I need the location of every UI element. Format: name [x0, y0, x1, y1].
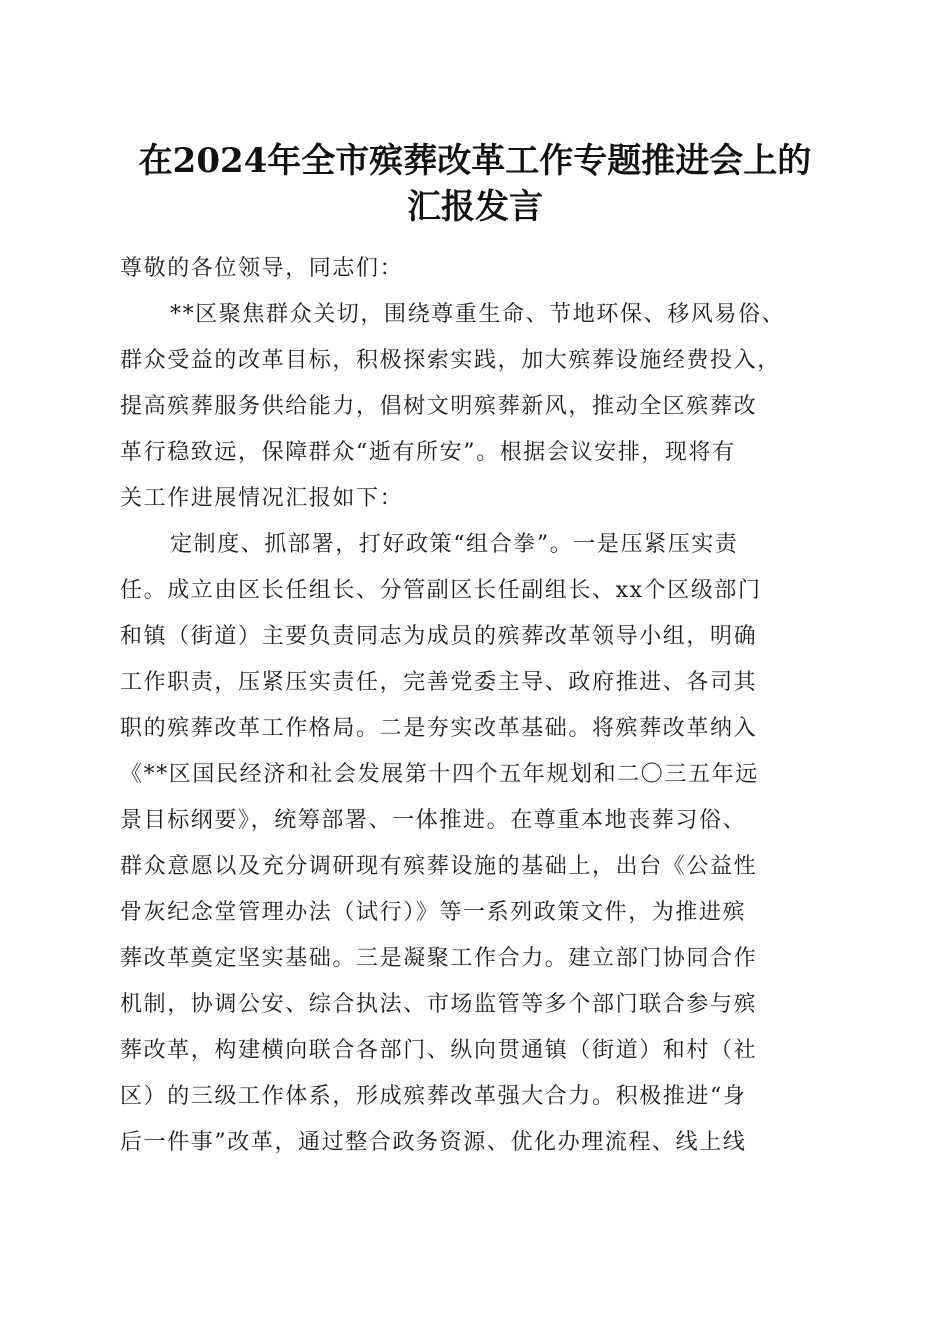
paragraph-2-line: 区）的三级工作体系，形成殡葬改革强大合力。积极推进“身	[120, 1084, 747, 1109]
document-title-line-2: 汇报发言	[407, 187, 543, 227]
paragraph-2-line: 葬改革，构建横向联合各部门、纵向贯通镇（街道）和村（社	[120, 1038, 758, 1063]
paragraph-2-line: 景目标纲要》，统筹部署、一体推进。在尊重本地丧葬习俗、	[120, 808, 747, 833]
paragraph-1-line: **区聚焦群众关切，围绕尊重生命、节地环保、移风易俗、	[170, 302, 786, 327]
paragraph-2-line: 工作职责，压紧压实责任，完善党委主导、政府推进、各司其	[120, 670, 758, 695]
paragraph-1-line: 提高殡葬服务供给能力，倡树文明殡葬新风，推动全区殡葬改	[120, 394, 758, 419]
paragraph-2-line: 和镇（街道）主要负责同志为成员的殡葬改革领导小组，明确	[120, 624, 758, 649]
paragraph-2-line: 《**区国民经济和社会发展第十四个五年规划和二〇三五年远	[120, 762, 759, 787]
paragraph-2-line: 机制，协调公安、综合执法、市场监管等多个部门联合参与殡	[120, 992, 758, 1017]
salutation: 尊敬的各位领导，同志们：	[120, 256, 404, 281]
paragraph-1-line: 革行稳致远，保障群众“逝有所安”。根据会议安排，现将有	[120, 440, 736, 465]
paragraph-2-line: 骨灰纪念堂管理办法（试行）》等一系列政策文件，为推进殡	[120, 900, 747, 925]
paragraph-2-line: 任。成立由区长任组长、分管副区长任副组长、xx个区级部门	[120, 578, 762, 603]
paragraph-2-line: 群众意愿以及充分调研现有殡葬设施的基础上，出台《公益性	[120, 854, 758, 879]
paragraph-2-line: 定制度、抓部署，打好政策“组合拳”。一是压紧压实责	[170, 532, 739, 557]
paragraph-1-line: 关工作进展情况汇报如下：	[120, 486, 404, 511]
paragraph-2-line: 葬改革奠定坚实基础。三是凝聚工作合力。建立部门协同合作	[120, 946, 758, 971]
paragraph-2-line: 后一件事”改革，通过整合政务资源、优化办理流程、线上线	[120, 1130, 747, 1155]
document-title-line-1: 在2024年全市殡葬改革工作专题推进会上的	[138, 141, 812, 181]
paragraph-2-line: 职的殡葬改革工作格局。二是夯实改革基础。将殡葬改革纳入	[120, 716, 758, 741]
paragraph-1-line: 群众受益的改革目标，积极探索实践，加大殡葬设施经费投入，	[120, 348, 781, 373]
